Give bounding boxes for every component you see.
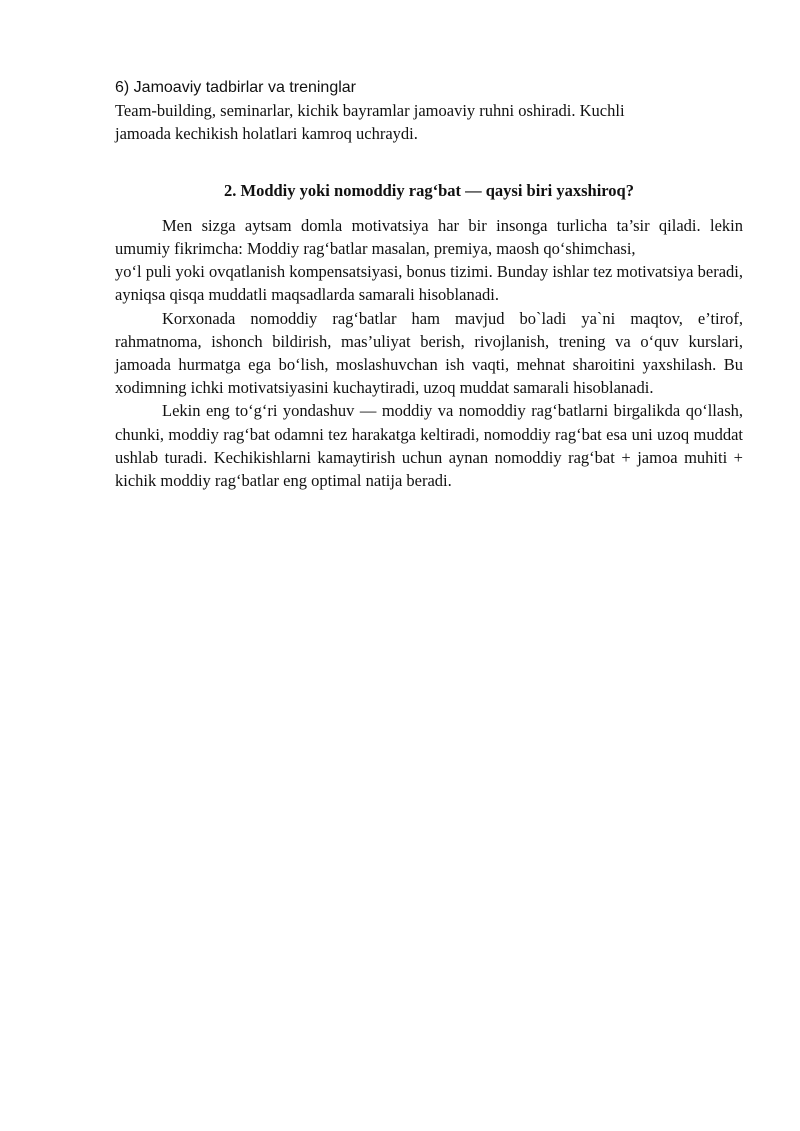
section-6-text-line-2: jamoada kechikish holatlari kamroq uchraydi.	[115, 124, 418, 144]
section-6-text-line-1: Team-building, seminarlar, kichik bayramlar jamoaviy ruhni oshiradi. Kuchli	[115, 101, 625, 121]
paragraph-combined-approach: Lekin eng to‘g‘ri yondashuv — moddiy va nomoddiy rag‘batlarni birgalikda qo‘llash, chunki, moddiy rag‘bat odamni tez harakatga keltiradi, nomoddiy rag‘bat esa uni uzoq muddat ushlab turadi. Kechikishlarni kamaytirish uchun aynan nomoddiy rag‘bat + jamoa muhiti + kichik moddiy rag‘batlar eng optimal natija beradi.	[115, 401, 743, 491]
section-6-heading: 6) Jamoaviy tadbirlar va treninglar	[115, 79, 356, 96]
paragraph-material-incentives: Men sizga aytsam domla motivatsiya har bir insonga turlicha ta’sir qiladi. lekin umumiy fikrimcha: Moddiy rag‘batlar masalan, premiya, maosh qo‘shimchasi,	[115, 215, 743, 259]
document-page	[115, 76, 743, 492]
paragraph-material-incentives-continued: yo‘l puli yoki ovqatlanish kompensatsiyasi, bonus tizimi. Bunday ishlar tez motivatsiya beradi, ayniqsa qisqa muddatli maqsadlarda samarali hisoblanadi.	[115, 262, 743, 305]
paragraph-non-material-incentives: Korxonada nomoddiy rag‘batlar ham mavjud bo`ladi ya`ni maqtov, e’tirof, rahmatnoma, ishonch bildirish, mas’uliyat berish, rivojlanish, trening va o‘quv kurslari, jamoada hurmatga ega bo‘lish, moslashuvchan ish vaqti, mehnat sharoitini yaxshilash. Bu xodimning ichki motivatsiyasini kuchaytiradi, uzoq muddat samarali hisoblanadi.	[115, 308, 743, 398]
section-2-title: 2. Moddiy yoki nomoddiy rag‘bat — qaysi biri yaxshiroq?	[224, 180, 634, 200]
